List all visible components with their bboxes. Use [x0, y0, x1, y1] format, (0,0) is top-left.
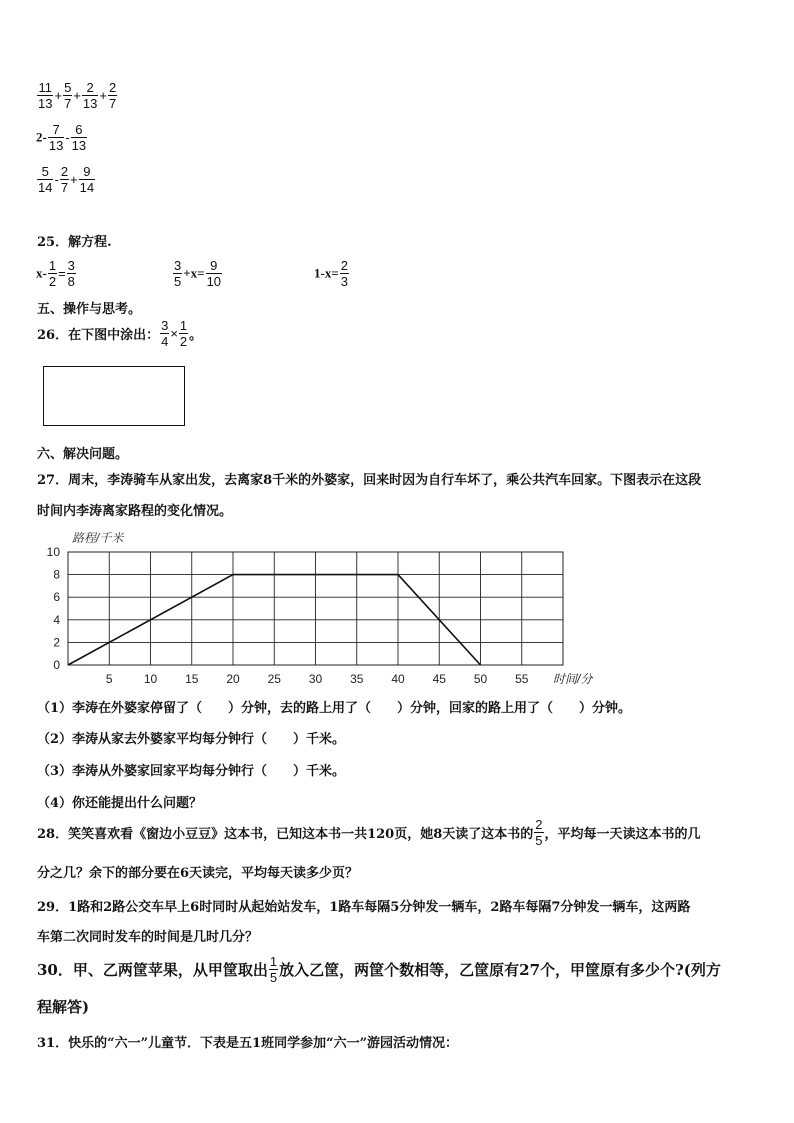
expression-lead: 2-: [36, 129, 47, 145]
shading-rectangle[interactable]: [43, 366, 185, 426]
q27-line-2: 时间内李涛离家路程的变化情况。: [37, 504, 233, 519]
section-5-heading: 五、操作与思考。: [37, 302, 142, 317]
expression-row-1: [36, 80, 118, 111]
equation-2: $\frac{3}{5}$ +x= $\frac{9}{10}$: [174, 258, 222, 289]
x-tick-label: 10: [143, 672, 158, 686]
y-axis-label: 路程/千米: [72, 531, 124, 545]
operator: +: [73, 88, 81, 103]
y-tick-label: 8: [53, 567, 60, 582]
x-tick-label: 40: [391, 672, 405, 686]
fraction: $\frac{5}{14}$: [38, 164, 53, 195]
operator: +: [70, 172, 78, 187]
expression-row-3: [36, 164, 96, 195]
x-tick-label: 45: [432, 672, 446, 686]
operator: +: [54, 88, 63, 103]
q29-line-1: 29．1路和2路公交车早上6时同时从起始站发车，1路车每隔5分钟发一辆车，2路车每隔7分钟发一辆车，这两路: [37, 900, 691, 915]
equation-1: x- $\frac{1}{2}$ = $\frac{3}{8}$: [36, 258, 75, 289]
x-tick-label: 30: [308, 672, 323, 686]
operator: -: [65, 130, 70, 145]
operator: -: [54, 172, 59, 187]
fraction: $\frac{6}{13}$: [71, 122, 87, 153]
x-tick-label: 20: [226, 672, 240, 686]
fraction: $\frac{2}{13}$: [82, 80, 98, 111]
fraction: $\frac{11}{13}$: [38, 80, 53, 111]
q26-line: 26．在下图中涂出： $\frac{3}{4}$ × $\frac{1}{2}$ 。: [37, 318, 203, 349]
y-tick-label: 4: [53, 612, 60, 627]
equation-3: 1-x= $\frac{2}{3}$: [314, 258, 348, 289]
x-tick-label: 50: [473, 672, 488, 686]
fraction: $\frac{3}{5}$: [174, 258, 182, 289]
fraction: $\frac{1}{2}$: [179, 318, 188, 349]
operator: +: [99, 88, 107, 103]
q25-title: 25．解方程.: [37, 235, 112, 250]
distance-time-chart: [30, 528, 620, 690]
x-tick-label: 5: [105, 672, 113, 686]
expression-row-2: [36, 122, 88, 153]
fraction: $\frac{9}{10}$: [206, 258, 222, 289]
y-tick-label: 2: [53, 635, 60, 650]
fraction: $\frac{2}{3}$: [340, 258, 348, 289]
fraction: $\frac{2}{5}$: [535, 817, 543, 848]
q27-line-1: 27．周末，李涛骑车从家出发，去离家8千米的外婆家，回来时因为自行车坏了，乘公共汽车回家。下图表示在这段: [37, 473, 702, 488]
q27-sub-2: （2）李涛从家去外婆家平均每分钟行（ ）千米。: [37, 732, 346, 747]
q30-line-2: 程解答): [37, 998, 90, 1016]
y-tick-label: 10: [46, 545, 60, 559]
q28-line-2: 分之几？余下的部分要在6天读完，平均每天读多少页？: [37, 866, 359, 881]
fraction: $\frac{9}{14}$: [79, 164, 95, 195]
fraction: $\frac{1}{5}$: [269, 954, 278, 985]
x-tick-label: 35: [350, 672, 364, 686]
section-6-heading: 六、解决问题。: [37, 447, 129, 462]
y-tick-label: 0: [53, 658, 60, 672]
x-tick-label: 15: [185, 672, 199, 686]
q29-line-2: 车第二次同时发车的时间是几时几分？: [37, 930, 259, 945]
x-axis-label: 时间/分: [553, 672, 593, 686]
fraction: $\frac{1}{2}$: [48, 258, 57, 289]
q27-sub-3: （3）李涛从外婆家回家平均每分钟行（ ）千米。: [37, 764, 346, 779]
fraction: $\frac{7}{13}$: [48, 122, 64, 153]
x-tick-label: 25: [267, 672, 281, 686]
q31-line: 31．快乐的“六一”儿童节．下表是五1班同学参加“六一”游园活动情况：: [37, 1036, 459, 1051]
q30-line-1: 30．甲、乙两筐苹果，从甲筐取出 $\frac{1}{5}$ 放入乙筐，两筐个数相等，乙筐原有27个，甲筐原有多少个?(列方: [37, 954, 721, 985]
fraction: $\frac{5}{7}$: [64, 80, 72, 111]
fraction: $\frac{2}{7}$: [60, 164, 69, 195]
q27-sub-1: （1）李涛在外婆家停留了（ ）分钟，去的路上用了（ ）分钟，回家的路上用了（ ）分钟。: [37, 701, 632, 716]
q27-sub-4: （4）你还能提出什么问题？: [37, 796, 203, 811]
fraction: $\frac{3}{4}$: [161, 318, 169, 349]
q28-line-1: 28．笑笑喜欢看《窗边小豆豆》这本书，已知这本书一共120页，她8天读了这本书的 $\frac{2}{5}$ ，平均每一天读这本书的几: [37, 817, 701, 848]
x-tick-label: 55: [515, 672, 529, 686]
fraction: $\frac{2}{7}$: [108, 80, 117, 111]
y-tick-label: 6: [53, 590, 60, 605]
fraction: $\frac{3}{8}$: [67, 258, 75, 289]
